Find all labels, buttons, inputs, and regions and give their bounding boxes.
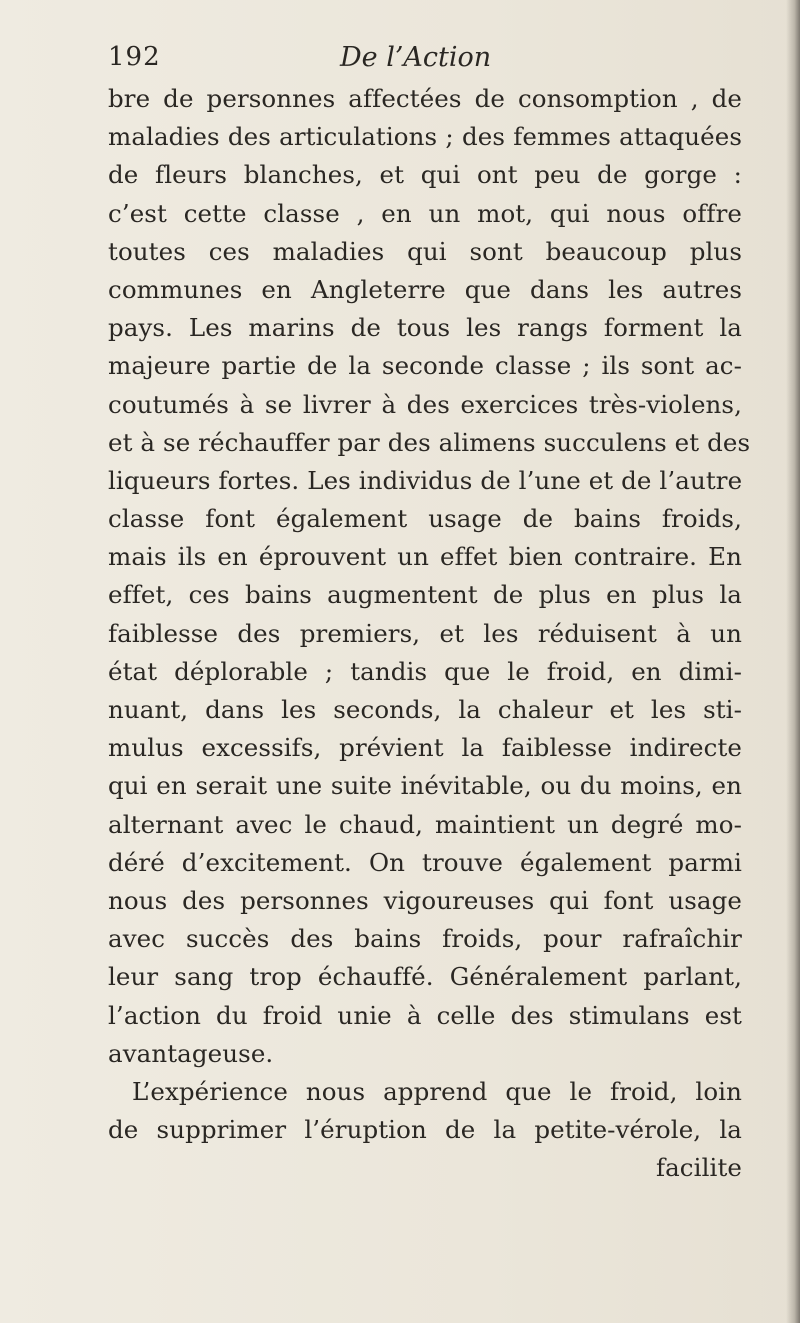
- text-line: c’est cette classe , en un mot, qui nous offre: [108, 198, 742, 228]
- text-line: bre de personnes affectées de consomption , de: [108, 84, 742, 113]
- text-line: toutes ces maladies qui sont beaucoup plus: [108, 236, 742, 266]
- text-line: pays. Les marins de tous les rangs forment la: [108, 313, 742, 343]
- text-line: alternant avec le chaud, maintient un degré mo-: [108, 809, 742, 839]
- text-line: mulus excessifs, prévient la faiblesse indirecte: [108, 733, 742, 763]
- text-line: faiblesse des premiers, et les réduisent à un: [108, 618, 742, 648]
- text-line: classe font également usage de bains froids,: [108, 504, 742, 534]
- text-line: et à se réchauffer par des alimens succulens et des: [108, 427, 751, 457]
- text-line: liqueurs fortes. Les individus de l’une et de l’autre: [108, 465, 743, 495]
- text-line: nous des personnes vigoureuses qui font usage: [108, 885, 742, 915]
- running-head: De l’Action: [340, 42, 492, 73]
- text-line: de supprimer l’éruption de la petite-vérole, la: [108, 1115, 742, 1145]
- text-line: avec succès des bains froids, pour rafraîchir: [108, 924, 742, 954]
- catchword: facilite: [655, 1153, 742, 1183]
- text-line: de fleurs blanches, et qui ont peu de gorge :: [108, 160, 742, 190]
- text-line: avantageuse.: [108, 1038, 274, 1068]
- page-edge-shadow: [786, 0, 800, 1323]
- text-line: leur sang trop échauffé. Généralement parlant,: [108, 962, 742, 992]
- body-text: [108, 80, 751, 1187]
- text-line: communes en Angleterre que dans les autres: [108, 274, 742, 304]
- page-header: [108, 42, 728, 82]
- text-line: nuant, dans les seconds, la chaleur et les sti-: [108, 695, 742, 724]
- text-line: déré d’excitement. On trouve également parmi: [108, 847, 742, 877]
- text-line: qui en serait une suite inévitable, ou du moins, en: [108, 771, 742, 801]
- text-line: coutumés à se livrer à des exercices très-violens,: [108, 389, 742, 419]
- text-line: L’expérience nous apprend que le froid, loin: [132, 1076, 742, 1106]
- page-number: 192: [108, 42, 161, 72]
- text-line: état déplorable ; tandis que le froid, en dimi-: [108, 656, 742, 686]
- text-line: majeure partie de la seconde classe ; ils sont ac-: [108, 351, 742, 381]
- text-line: maladies des articulations ; des femmes attaquées: [108, 122, 742, 152]
- text-line: effet, ces bains augmentent de plus en plus la: [108, 580, 742, 610]
- text-line: mais ils en éprouvent un effet bien contraire. En: [108, 542, 742, 572]
- text-line: l’action du froid unie à celle des stimulans est: [108, 1000, 742, 1030]
